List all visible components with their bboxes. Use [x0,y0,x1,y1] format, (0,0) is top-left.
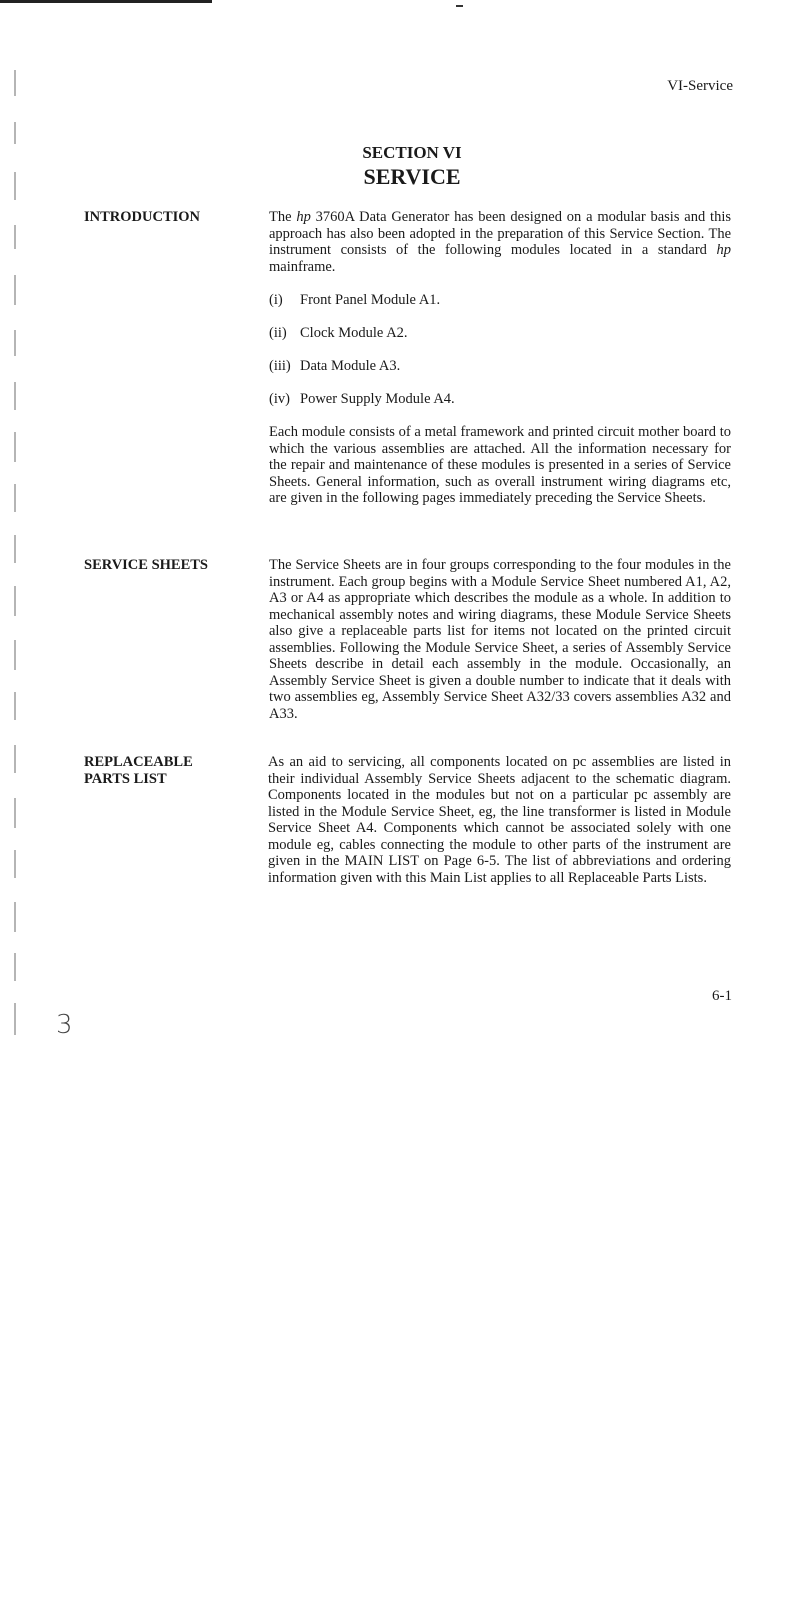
handwritten-mark: 3 [56,1010,73,1040]
introduction-body [269,209,731,275]
introduction-heading: INTRODUCTION [84,209,201,225]
binding-holes-strip [8,60,36,1040]
introduction-body-continued [269,424,731,507]
module-list-item: (iv) Power Supply Module A4. [269,391,455,407]
top-scan-rule [0,0,212,3]
modules-paragraph: Each module consists of a metal framework and printed circuit mother board to which the various assemblies are attached. All the information necessary for the repair and maintenance of these modules is presented in a series of Service Sheets. General information, such as overall instrument wiring diagrams etc, are given in the following pages immediately preceding the Service Sheets. [269,424,731,506]
module-list-item: (i) Front Panel Module A1. [269,292,441,308]
service-sheets-body [269,557,731,722]
introduction-paragraph: The hp 3760A Data Generator has been designed on a modular basis and this approach has also been adopted in the preparation of this Service Section. The instrument consists of the following modules located in a standard hp mainframe. [269,209,731,275]
service-sheets-heading: SERVICE SHEETS [84,557,209,573]
replaceable-parts-heading: REPLACEABLE PARTS LIST [84,754,193,787]
running-head: VI-Service [667,78,733,94]
section-title: SERVICE [363,164,461,189]
section-number: SECTION VI [362,143,462,162]
replaceable-parts-paragraph: As an aid to servicing, all components located on pc assemblies are listed in their individual Assembly Service Sheets adjacent to the schematic diagram. Components located in the modules but not on a particular pc assembly are listed in the Module Service Sheet, eg, the line transformer is listed in Module Service Sheet A4. Components which cannot be associated solely with one module eg, cables connecting the module to other parts of the instrument are given in the MAIN LIST on Page 6-5. The list of abbreviations and ordering information given with this Main List applies to all Replaceable Parts Lists. [268,754,731,886]
replaceable-parts-body [268,754,731,886]
top-scan-tick [456,5,463,7]
module-list-item: (iii) Data Module A3. [269,358,401,374]
page-number: 6-1 [712,988,732,1004]
module-list-item: (ii) Clock Module A2. [269,325,408,341]
service-sheets-paragraph: The Service Sheets are in four groups corresponding to the four modules in the instrument. Each group begins with a Module Service Sheet numbered A1, A2, A3 or A4 as appropriate which describes the module as a whole. In addition to mechanical assembly notes and wiring diagrams, these Module Service Sheets also give a replaceable parts list for items not located on the printed circuit assemblies. Following the Module Service Sheet, a series of Assembly Service Sheets describe in detail each assembly in the module. Occasionally, an Assembly Service Sheet is given a double number to indicate that it deals with two assemblies eg, Assembly Service Sheet A32/33 covers assemblies A32 and A33. [269,557,731,722]
